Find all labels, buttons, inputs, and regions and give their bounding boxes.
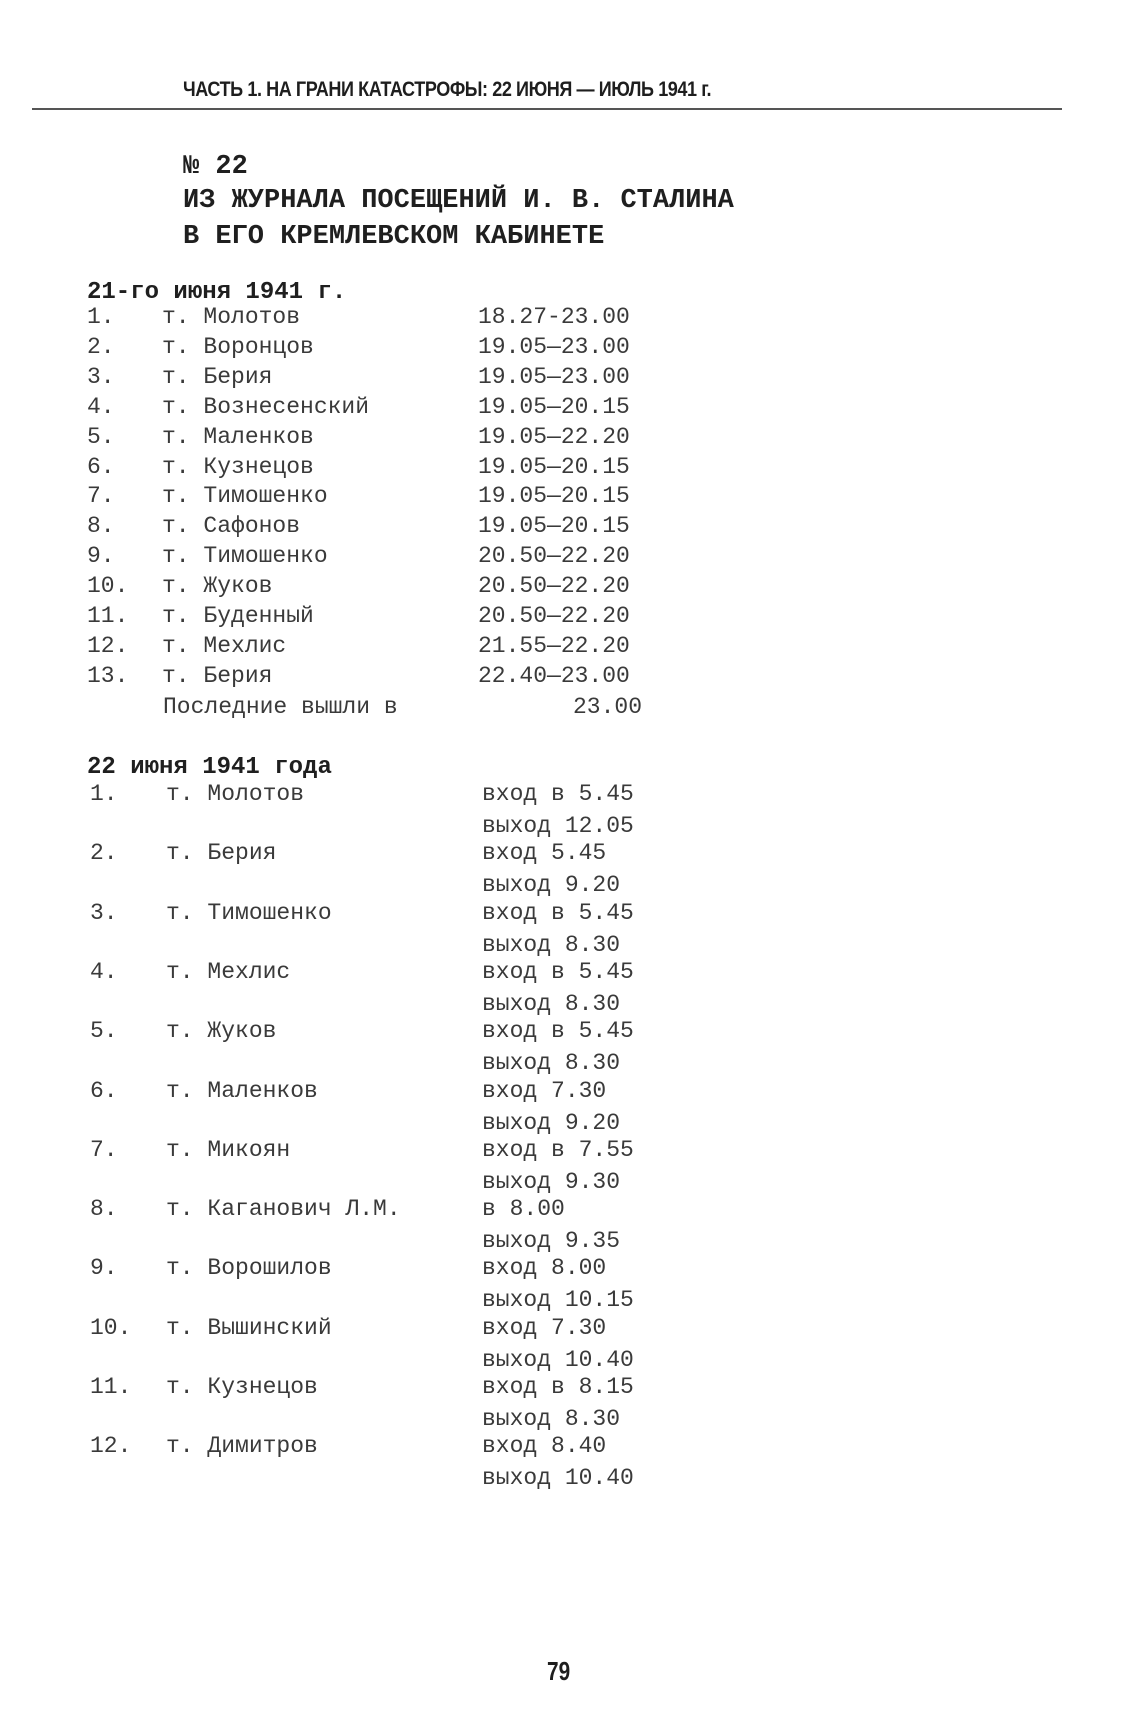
visitor-name: т. Берия — [162, 662, 273, 689]
exit-time: выход 12.05 — [482, 813, 634, 839]
exit-time: выход 9.30 — [482, 1168, 621, 1195]
running-head: ЧАСТЬ 1. НА ГРАНИ КАТАСТРОФЫ: 22 ИЮНЯ — ИЮЛЬ 1941 г. — [183, 78, 712, 101]
visitor-name: т. Сафонов — [162, 513, 301, 540]
visitor-row — [0, 424, 1146, 454]
visitor-name: т. Жуков — [166, 1018, 277, 1045]
visitor-name: т. Микоян — [166, 1136, 291, 1163]
visitor-name: т. Вознесенский — [162, 393, 370, 420]
visit-time: 20.50—22.20 — [478, 573, 630, 600]
entry-time: вход 7.30 — [482, 1314, 607, 1341]
row-number: 6. — [87, 453, 115, 480]
visit-time: 19.05—22.20 — [478, 423, 630, 450]
visitor-entry — [0, 1137, 1146, 1201]
document-title-line-1: ИЗ ЖУРНАЛА ПОСЕЩЕНИЙ И. В. СТАЛИНА — [183, 186, 734, 216]
entry-time: вход 8.40 — [482, 1433, 607, 1460]
visitor-name: т. Маленков — [166, 1077, 318, 1104]
visitor-name: т. Мехлис — [166, 958, 291, 985]
row-number: 10. — [87, 573, 129, 600]
visitor-row — [0, 334, 1146, 364]
visitor-name: т. Каганович Л.М. — [166, 1196, 401, 1223]
visitor-entry — [0, 900, 1146, 964]
exit-time: выход 9.20 — [482, 872, 621, 899]
visitor-name: т. Маленков — [162, 423, 314, 450]
row-number: 7. — [87, 483, 115, 510]
visitor-entry — [0, 1374, 1146, 1438]
row-number: 12. — [87, 632, 129, 659]
visit-time: 20.50—22.20 — [478, 603, 630, 629]
row-number: 5. — [87, 423, 115, 450]
visitor-row — [0, 364, 1146, 394]
visit-time: 19.05—20.15 — [478, 483, 630, 510]
visitor-name: т. Молотов — [162, 304, 301, 330]
exit-time: выход 10.40 — [482, 1346, 634, 1373]
row-number: 9. — [87, 543, 115, 570]
last-exit-label: Последние вышли в — [163, 694, 398, 720]
visitor-row — [0, 394, 1146, 424]
row-number: 3. — [87, 363, 115, 390]
entry-time: вход 7.30 — [482, 1077, 607, 1104]
entry-time: вход в 7.55 — [482, 1136, 634, 1163]
entry-time: вход в 5.45 — [482, 958, 634, 985]
visit-time: 19.05—20.15 — [478, 393, 630, 420]
visit-time: 21.55—22.20 — [478, 632, 630, 659]
page-number: 79 — [547, 1656, 571, 1686]
entry-number: 8. — [90, 1196, 118, 1223]
section-title-june-22: 22 июня 1941 года — [87, 754, 332, 781]
visitor-row — [0, 304, 1146, 334]
document-number: № 22 — [183, 152, 248, 182]
visitor-name: т. Вышинский — [166, 1314, 332, 1341]
exit-time: выход 9.35 — [482, 1228, 621, 1255]
exit-time: выход 8.30 — [482, 1406, 621, 1432]
visit-time: 20.50—22.20 — [478, 543, 630, 570]
exit-time: выход 8.30 — [482, 931, 621, 958]
entry-number: 12. — [90, 1433, 132, 1460]
header-rule — [32, 108, 1062, 110]
entry-time: вход в 5.45 — [482, 1018, 634, 1045]
exit-time: выход 10.15 — [482, 1287, 634, 1314]
visitor-entry — [0, 1018, 1146, 1082]
visitor-name: т. Димитров — [166, 1433, 318, 1460]
entry-number: 4. — [90, 958, 118, 985]
exit-time: выход 10.40 — [482, 1465, 634, 1492]
visitor-name: т. Молотов — [166, 781, 305, 807]
entry-time: вход в 8.15 — [482, 1374, 634, 1400]
visitor-entry — [0, 781, 1146, 845]
entry-number: 1. — [90, 781, 118, 807]
visitor-name: т. Кузнецов — [166, 1374, 318, 1400]
section-title-june-21: 21-го июня 1941 г. — [87, 279, 347, 306]
row-number: 13. — [87, 662, 129, 689]
entry-time: вход в 5.45 — [482, 899, 634, 926]
visitor-name: т. Тимошенко — [162, 483, 328, 510]
entry-number: 6. — [90, 1077, 118, 1104]
visit-time: 19.05—23.00 — [478, 363, 630, 390]
entry-number: 11. — [90, 1374, 132, 1400]
visitor-entry — [0, 1196, 1146, 1260]
entry-time: в 8.00 — [482, 1196, 565, 1223]
row-number: 8. — [87, 513, 115, 540]
visit-time: 22.40—23.00 — [478, 662, 630, 689]
exit-time: выход 9.20 — [482, 1109, 621, 1136]
visitor-row — [0, 573, 1146, 603]
visitor-entry — [0, 1078, 1146, 1142]
row-number: 11. — [87, 603, 129, 629]
visitor-entry — [0, 840, 1146, 904]
visitor-name: т. Ворошилов — [166, 1255, 332, 1282]
visitor-row — [0, 454, 1146, 484]
entry-time: вход 5.45 — [482, 840, 607, 867]
visitor-row — [0, 483, 1146, 513]
visitor-name: т. Буденный — [162, 603, 314, 629]
visitor-row — [0, 603, 1146, 633]
entry-number: 9. — [90, 1255, 118, 1282]
exit-time: выход 8.30 — [482, 990, 621, 1017]
visitor-entry — [0, 1255, 1146, 1319]
entry-number: 10. — [90, 1314, 132, 1341]
document-title-line-2: В ЕГО КРЕМЛЕВСКОМ КАБИНЕТЕ — [183, 222, 605, 252]
visitor-name: т. Кузнецов — [162, 453, 314, 480]
visitor-name: т. Жуков — [162, 573, 273, 600]
row-number: 2. — [87, 333, 115, 360]
visit-time: 18.27-23.00 — [478, 304, 630, 330]
visitor-name: т. Тимошенко — [162, 543, 328, 570]
visitor-row — [0, 663, 1146, 693]
visit-time: 19.05—20.15 — [478, 453, 630, 480]
entry-number: 5. — [90, 1018, 118, 1045]
visitor-name: т. Берия — [166, 840, 277, 867]
visitor-name: т. Берия — [162, 363, 273, 390]
visitor-entry — [0, 1315, 1146, 1379]
row-number: 1. — [87, 304, 115, 330]
visitor-entry — [0, 959, 1146, 1023]
last-exit-time: 23.00 — [573, 694, 643, 720]
visitor-name: т. Тимошенко — [166, 899, 332, 926]
visitor-row — [0, 543, 1146, 573]
visit-time: 19.05—23.00 — [478, 333, 630, 360]
visitor-entry — [0, 1433, 1146, 1497]
entry-number: 7. — [90, 1136, 118, 1163]
visit-time: 19.05—20.15 — [478, 513, 630, 540]
row-number: 4. — [87, 393, 115, 420]
visitor-name: т. Мехлис — [162, 632, 287, 659]
entry-time: вход в 5.45 — [482, 781, 634, 807]
entry-time: вход 8.00 — [482, 1255, 607, 1282]
visitor-name: т. Воронцов — [162, 333, 314, 360]
visitor-row — [0, 633, 1146, 663]
entry-number: 2. — [90, 840, 118, 867]
exit-time: выход 8.30 — [482, 1050, 621, 1077]
visitor-row — [0, 513, 1146, 543]
entry-number: 3. — [90, 899, 118, 926]
